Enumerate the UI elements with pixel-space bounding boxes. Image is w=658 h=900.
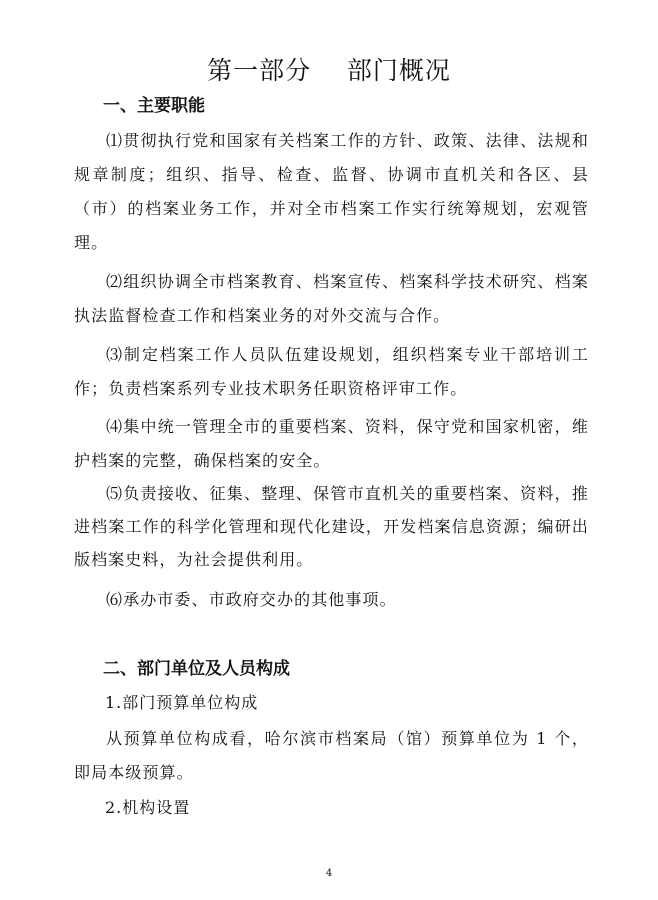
- section-heading-units-staff: 二、部门单位及人员构成: [103, 659, 290, 679]
- function-item-2: ⑵组织协调全市档案教育、档案宣传、档案科学技术研究、档案执法监督检查工作和档案业务的对外交流与合作。: [74, 272, 589, 325]
- function-item-3: ⑶制定档案工作人员队伍建设规划，组织档案专业干部培训工作；负责档案系列专业技术职务任职资格评审工作。: [74, 345, 589, 398]
- budget-units-paragraph: 从预算单位构成看，哈尔滨市档案局（馆）预算单位为 1 个，即局本级预算。: [74, 729, 589, 782]
- function-item-5: ⑸负责接收、征集、整理、保管市直机关的重要档案、资料，推进档案工作的科学化管理和现代化建设，开发档案信息资源；编研出版档案史料，为社会提供利用。: [74, 484, 589, 569]
- function-item-6: ⑹承办市委、市政府交办的其他事项。: [106, 590, 397, 609]
- subsection-title-budget-units: 1.部门预算单位构成: [105, 693, 259, 712]
- subsection-title-organization: 2.机构设置: [105, 798, 191, 817]
- page-title: 第一部分 部门概况: [207, 56, 451, 85]
- section-heading-main-functions: 一、主要职能: [103, 96, 205, 116]
- function-item-1: ⑴贯彻执行党和国家有关档案工作的方针、政策、法律、法规和规章制度；组织、指导、检查、监督、协调市直机关和各区、县（市）的档案业务工作，并对全市档案工作实行统筹规划，宏观管理。: [74, 131, 589, 252]
- page-number: 4: [325, 868, 333, 879]
- function-item-4: ⑷集中统一管理全市的重要档案、资料，保守党和国家机密，维护档案的完整，确保档案的安全。: [74, 417, 589, 470]
